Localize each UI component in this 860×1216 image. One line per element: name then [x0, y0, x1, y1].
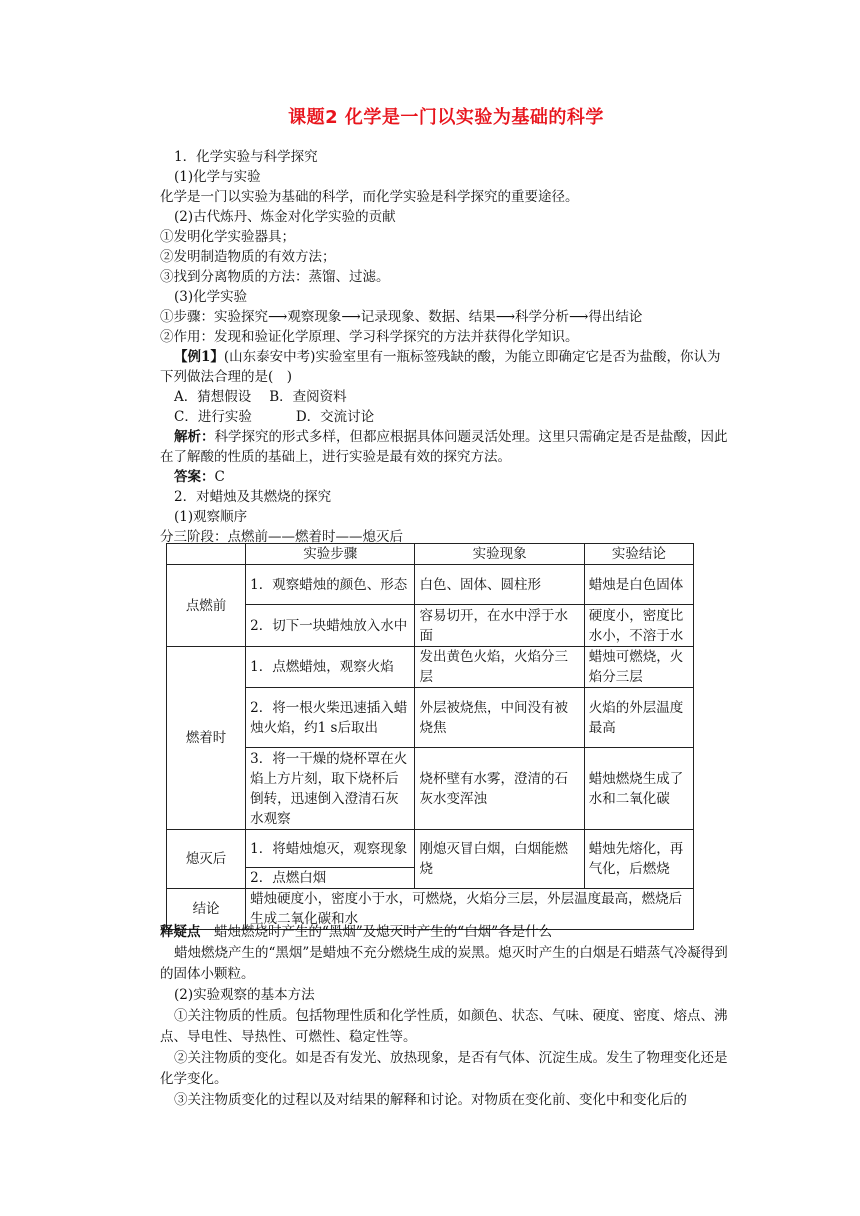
subheading: (1)观察顺序 [174, 509, 248, 525]
option-c: C．进行实验 [174, 409, 252, 425]
section-1 [160, 147, 732, 547]
options-row [160, 387, 732, 407]
analysis-tag: 解析： [174, 429, 215, 445]
section-heading: 2．对蜡烛及其燃烧的探究 [174, 489, 332, 505]
answer [160, 467, 732, 487]
table-cell: 2．将一根火柴迅速插入蜡烛火焰，约1 s后取出 [246, 688, 415, 748]
example-question [160, 347, 732, 387]
list-item: ①发明化学实验器具； [160, 229, 295, 245]
section-heading: 1．化学实验与科学探究 [174, 149, 318, 165]
table-row [167, 565, 694, 605]
answer-tag: 答案： [174, 469, 215, 485]
paragraph: ①关注物质的性质。包括物理性质和化学性质，如颜色、状态、气味、硬度、密度、熔点、沸点、导电性、导热性、可燃性、稳定性等。 [160, 1008, 728, 1045]
analysis [160, 427, 732, 467]
table-cell: 1．将蜡烛熄灭，观察现象 [246, 830, 415, 868]
table-cell: 蜡烛可燃烧，火焰分三层 [584, 647, 693, 688]
group-label: 熄灭后 [167, 830, 246, 889]
page-title: 课题2 化学是一门以实验为基础的科学 [288, 107, 604, 128]
table-cell: 发出黄色火焰，火焰分三层 [415, 647, 584, 688]
table-row [167, 605, 694, 647]
table-header: 实验步骤 [246, 544, 415, 565]
table-header-row [167, 544, 694, 565]
group-label: 结论 [167, 889, 246, 930]
paragraph: ②关注物质的变化。如是否有发光、放热现象，是否有气体、沉淀生成。发生了物理变化还是化学变化。 [160, 1050, 728, 1087]
table-cell: 蜡烛先熔化，再气化，后燃烧 [584, 830, 693, 889]
subheading: (2)实验观察的基本方法 [174, 987, 315, 1003]
analysis-text: 科学探究的形式多样，但都应根据具体问题灵活处理。这里只需确定是否是盐酸，因此在了解酸的性质的基础上，进行实验是最有效的探究方法。 [160, 429, 728, 465]
table-cell: 3．将一干燥的烧杯罩在火焰上方片刻，取下烧杯后倒转，迅速倒入澄清石灰水观察 [246, 748, 415, 830]
paragraph: 分三阶段：点燃前——燃着时——熄灭后 [160, 529, 403, 545]
paragraph: ③关注物质变化的过程以及对结果的解释和讨论。对物质在变化前、变化中和变化后的 [174, 1092, 687, 1108]
table-header: 实验结论 [584, 544, 693, 565]
section-2-continued [160, 922, 732, 1111]
table-row [167, 647, 694, 688]
table-cell: 硬度小，密度比水小，不溶于水 [584, 605, 693, 647]
doubt-tag: 释疑点 [160, 924, 201, 940]
list-item: ③找到分离物质的方法：蒸馏、过滤。 [160, 269, 390, 285]
group-label: 燃着时 [167, 647, 246, 830]
table-cell: 蜡烛硬度小，密度小于水，可燃烧，火焰分三层，外层温度最高，燃烧后生成二氧化碳和水 [246, 889, 694, 930]
option-a: A．猜想假设 [174, 389, 252, 405]
table-row [167, 830, 694, 868]
subheading: (2)古代炼丹、炼金对化学实验的贡献 [174, 209, 396, 225]
options-row [160, 407, 732, 427]
subheading: (3)化学实验 [174, 289, 248, 305]
table-cell: 烧杯壁有水雾，澄清的石灰水变浑浊 [415, 748, 584, 830]
experiment-table [166, 543, 694, 930]
table-cell: 2．点燃白烟 [246, 868, 415, 889]
table-cell: 蜡烛是白色固体 [584, 565, 693, 605]
doubt-text: 蜡烛燃烧时产生的“黑烟”及熄灭时产生的“白烟”各是什么 [200, 924, 553, 940]
example-tag: 【例1】 [174, 349, 224, 365]
subheading: (1)化学与实验 [174, 169, 261, 185]
table-cell: 外层被烧焦，中间没有被烧焦 [415, 688, 584, 748]
table-header-corner [167, 544, 246, 565]
option-d: D．交流讨论 [295, 409, 375, 425]
table-cell: 蜡烛燃烧生成了水和二氧化碳 [584, 748, 693, 830]
table-cell: 1．观察蜡烛的颜色、形态 [246, 565, 415, 605]
group-label: 点燃前 [167, 565, 246, 647]
table-cell: 刚熄灭冒白烟，白烟能燃烧 [415, 830, 584, 889]
table-row [167, 748, 694, 830]
table-cell: 火焰的外层温度最高 [584, 688, 693, 748]
answer-text: C [214, 469, 225, 485]
table-cell: 1．点燃蜡烛，观察火焰 [246, 647, 415, 688]
table-cell: 2．切下一块蜡烛放入水中 [246, 605, 415, 647]
table-header: 实验现象 [415, 544, 584, 565]
doubt-question [160, 922, 732, 943]
paragraph: ①步骤：实验探究⟶观察现象⟶记录现象、数据、结果⟶科学分析⟶得出结论 [160, 309, 643, 325]
paragraph: 化学是一门以实验为基础的科学，而化学实验是科学探究的重要途径。 [160, 189, 579, 205]
table-cell: 容易切开，在水中浮于水面 [415, 605, 584, 647]
list-item: ②发明制造物质的有效方法； [160, 249, 336, 265]
option-b: B．查阅资料 [269, 389, 347, 405]
table-row [167, 688, 694, 748]
table-cell: 白色、固体、圆柱形 [415, 565, 584, 605]
paragraph: ②作用：发现和验证化学原理、学习科学探究的方法并获得化学知识。 [160, 329, 579, 345]
example-text: (山东泰安中考)实验室里有一瓶标签残缺的酸，为能立即确定它是否为盐酸，你认为下列做法合理的是( ) [160, 349, 721, 385]
paragraph: 蜡烛燃烧产生的“黑烟”是蜡烛不充分燃烧生成的炭黑。熄灭时产生的白烟是石蜡蒸气冷凝得到的固体小颗粒。 [160, 945, 728, 982]
